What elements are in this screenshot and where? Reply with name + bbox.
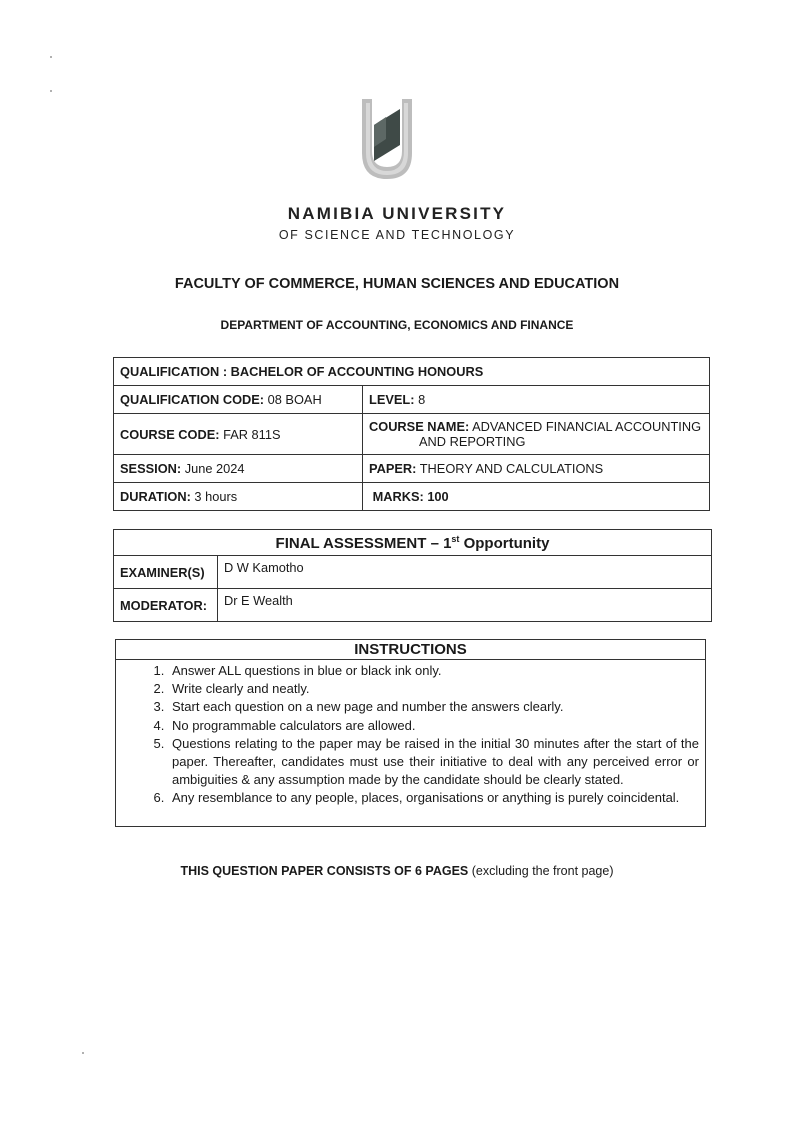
page-count-note	[0, 864, 794, 878]
university-subtitle: OF SCIENCE AND TECHNOLOGY	[278, 228, 516, 242]
instruction-item: 4. No programmable calculators are allowed.	[168, 717, 699, 735]
scan-mark	[82, 1052, 84, 1054]
instruction-item: 6. Any resemblance to any people, places, organisations or anything is purely coincidental.	[168, 789, 699, 807]
course-code-cell: COURSE CODE: FAR 811S	[114, 414, 363, 455]
qualification-cell: QUALIFICATION : BACHELOR OF ACCOUNTING HONOURS	[114, 358, 710, 386]
marks-cell: MARKS: 100	[363, 483, 710, 511]
university-logo-icon	[356, 95, 418, 187]
university-name: NAMIBIA UNIVERSITY	[287, 204, 507, 223]
instruction-item: 2. Write clearly and neatly.	[168, 680, 699, 698]
examiner-value: D W Kamotho	[218, 556, 712, 589]
moderator-value: Dr E Wealth	[218, 589, 712, 622]
qualification-table	[113, 357, 710, 511]
session-cell: SESSION: June 2024	[114, 455, 363, 483]
assessment-table	[113, 529, 712, 622]
instruction-item: 1. Answer ALL questions in blue or black ink only.	[168, 662, 699, 680]
duration-cell: DURATION: 3 hours	[114, 483, 363, 511]
scan-mark	[50, 90, 52, 92]
department-heading: DEPARTMENT OF ACCOUNTING, ECONOMICS AND FINANCE	[220, 318, 574, 332]
instruction-item: 5. Questions relating to the paper may be raised in the initial 30 minutes after the start of the paper. Thereafter, candidates must use their initiative to deal with any perceived error or ambiguities & any assumption made by the candidate should be clearly stated.	[168, 735, 699, 790]
page-count-normal: (excluding the front page)	[468, 864, 614, 878]
page-count-bold: THIS QUESTION PAPER CONSISTS OF 6 PAGES	[180, 864, 469, 878]
moderator-label: MODERATOR:	[114, 589, 218, 622]
instructions-box	[115, 639, 706, 827]
assessment-title: FINAL ASSESSMENT – 1st Opportunity	[114, 530, 712, 556]
level-cell: LEVEL: 8	[363, 386, 710, 414]
instructions-heading: INSTRUCTIONS	[116, 640, 705, 660]
scan-mark	[50, 56, 52, 58]
examiner-label: EXAMINER(S)	[114, 556, 218, 589]
paper-cell: PAPER: THEORY AND CALCULATIONS	[363, 455, 710, 483]
course-name-cell: COURSE NAME: ADVANCED FINANCIAL ACCOUNTING AND REPORTING	[363, 414, 710, 455]
instruction-item: 3. Start each question on a new page and number the answers clearly.	[168, 698, 699, 716]
qualification-code-cell: QUALIFICATION CODE: 08 BOAH	[114, 386, 363, 414]
faculty-heading: FACULTY OF COMMERCE, HUMAN SCIENCES AND EDUCATION	[174, 276, 620, 292]
instructions-list	[116, 662, 705, 808]
